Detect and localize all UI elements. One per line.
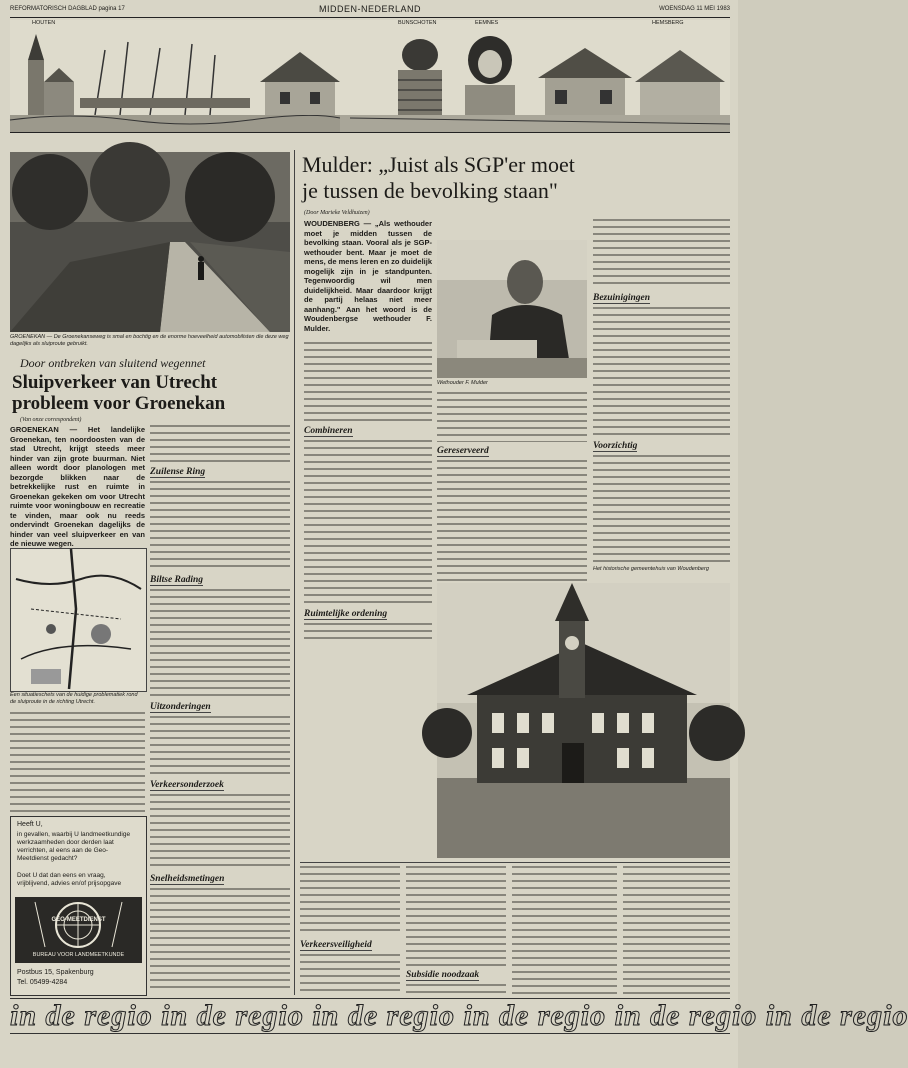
subhead-snelheidsmetingen: Snelheidsmetingen xyxy=(150,874,225,884)
story1-col2-text-b xyxy=(150,481,290,569)
subhead-bezuinigingen: Bezuinigingen xyxy=(593,293,651,303)
story2-col3-text-b xyxy=(593,307,730,437)
story2-bottom-col1-b xyxy=(300,954,400,994)
story1-col2-text-e xyxy=(150,794,290,869)
story2-byline: (Door Marieke Veldhuizen) xyxy=(304,210,370,216)
banner-label-hemsberg: HEMSBERG xyxy=(652,20,684,26)
subhead-zuilense-ring: Zuilense Ring xyxy=(150,467,206,477)
story1-headline-line1: Sluipverkeer van Utrecht xyxy=(12,372,218,393)
gemeentehuis-woudenberg-photo xyxy=(437,583,730,858)
banner-label-bunschoten: BUNSCHOTEN xyxy=(398,20,437,26)
story2-bottom-col2-a xyxy=(406,866,506,966)
ad-telephone: Tel. 05499-4284 xyxy=(17,979,68,986)
ad-line2: in gevallen, waarbij U landmeetkundige werkzaamheden door derden laat verrichten, al eens aan de Geo-Meetdienst gedacht? xyxy=(17,831,131,862)
sluiproute-map xyxy=(10,548,147,692)
groenekan-road-photo xyxy=(10,152,290,332)
paper-name: REFORMATORISCH DAGBLAD pagina 17 xyxy=(10,6,125,12)
subhead-biltse-rading: Biltse Rading xyxy=(150,575,204,585)
story2-col1-text-b xyxy=(304,440,432,605)
story1-col2-text-f xyxy=(150,888,290,993)
story1-headline-line2: probleem voor Groenekan xyxy=(12,393,226,414)
story2-col3-text-c xyxy=(593,455,730,563)
subhead-ruimtelijke-ordening: Ruimtelijke ordening xyxy=(304,609,388,619)
road-photo-caption: GROENEKAN — De Groenekanseweg is smal en bochtig en de enorme hoeveelheid automobilisten die deze weg dagelijks als sluiproute gebruikt. xyxy=(10,334,289,347)
story2-headline-line1: Mulder: „Juist als SGP'er moet xyxy=(302,152,575,177)
story2-lead: WOUDENBERG — „Als wethouder moet je midden tussen de bevolking staan. Vooral als je SGP-wethouder bent. Maar je moet de mens, de mens leren en zo duidelijk mogelijk zijn in je standpunten. Tegenwoordig wil men duidelijkheid. Maar daardoor krijgt de partij helaas niet meer aanhang." Aan het woord is de Woudenbergse wethouder F. Mulder. xyxy=(304,219,432,333)
banner-label-houten: HOUTEN xyxy=(32,20,56,26)
ad-bureau: BUREAU VOOR LANDMEETKUNDE xyxy=(32,952,125,958)
story1-col2-text-c xyxy=(150,589,290,697)
gemeentehuis-caption: Het historische gemeentehuis van Woudenberg xyxy=(593,566,709,572)
column-rule-1 xyxy=(294,150,295,995)
story1-col1-text xyxy=(10,712,145,812)
story1-kicker: Door ontbreken van sluitend wegennet xyxy=(20,356,206,370)
ad-logo-text: GEO-MEETDIENST xyxy=(51,917,106,923)
story2-bottom-col4 xyxy=(623,866,730,994)
page-header xyxy=(10,5,730,18)
subhead-gereserveerd: Gereserveerd xyxy=(437,446,489,456)
section-rule xyxy=(300,862,730,863)
ad-postbus: Postbus 15, Spakenburg xyxy=(17,969,94,976)
ad-logo-panel xyxy=(15,897,142,963)
story2-bottom-col2-b xyxy=(406,984,506,994)
portrait-caption: Wethouder F. Mulder xyxy=(437,380,488,386)
ad-line1: Heeft U, xyxy=(17,821,43,828)
story1-byline: (Van onze correspondent) xyxy=(20,417,82,423)
section-banner-illustration xyxy=(10,20,730,133)
wethouder-mulder-portrait xyxy=(437,240,587,378)
banner-drawing xyxy=(10,20,730,132)
subhead-voorzichtig: Voorzichtig xyxy=(593,441,638,451)
geo-meetdienst-advertisement xyxy=(10,816,147,996)
story2-col2-text-a xyxy=(437,392,587,442)
section-title: MIDDEN-NEDERLAND xyxy=(318,4,421,14)
story2-col3-text-a xyxy=(593,219,730,289)
story1-lead: GROENEKAN — Het landelijke Groenekan, ten noordoosten van de stad Utrecht, krijgt steeds meer hinder van zijn grote buurman. Niet alleen wordt door planologen met bezorgde blikken naar de betrekkelijke rust en ruimte in Groenekan gekeken om voor Utrecht ruimte voor woningbouw en recreatie te vinden, maar ook nu reeds ondervindt Groenekan dagelijks de hinder van veel sluipverkeer en van de nieuwe wegen. xyxy=(10,425,145,548)
subhead-uitzonderingen: Uitzonderingen xyxy=(150,702,211,712)
banner-label-eemnes: EEMNES xyxy=(475,20,499,26)
story2-headline-line2: je tussen de bevolking staan" xyxy=(302,178,558,203)
story1-col2-text-a xyxy=(150,425,290,463)
story2-col1-text-c xyxy=(304,623,432,643)
subhead-verkeersveiligheid: Verkeersveiligheid xyxy=(300,940,372,950)
issue-date: WOENSDAG 11 MEI 1983 xyxy=(659,6,730,12)
map-caption: Een situatieschets van de huidige problematiek rond de sluiproute in de richting Utrecht. xyxy=(10,692,138,705)
story2-col1-text-a xyxy=(304,342,432,422)
subhead-subsidie-noodzaak: Subsidie noodzaak xyxy=(406,970,480,980)
subhead-combineren: Combineren xyxy=(304,426,353,436)
story2-bottom-col3 xyxy=(512,866,617,994)
in-de-regio-text: in de regio in de regio in de regio in de regio in de regio in de regio xyxy=(10,999,908,1032)
story1-col2-text-d xyxy=(150,716,290,776)
in-de-regio-strip xyxy=(10,998,908,1034)
story2-bottom-col1-a xyxy=(300,866,400,936)
subhead-verkeersonderzoek: Verkeersonderzoek xyxy=(150,780,224,790)
ad-line3: Doet U dat dan eens en vraag, vrijblijvend, advies en/of prijsopgave xyxy=(17,872,122,887)
